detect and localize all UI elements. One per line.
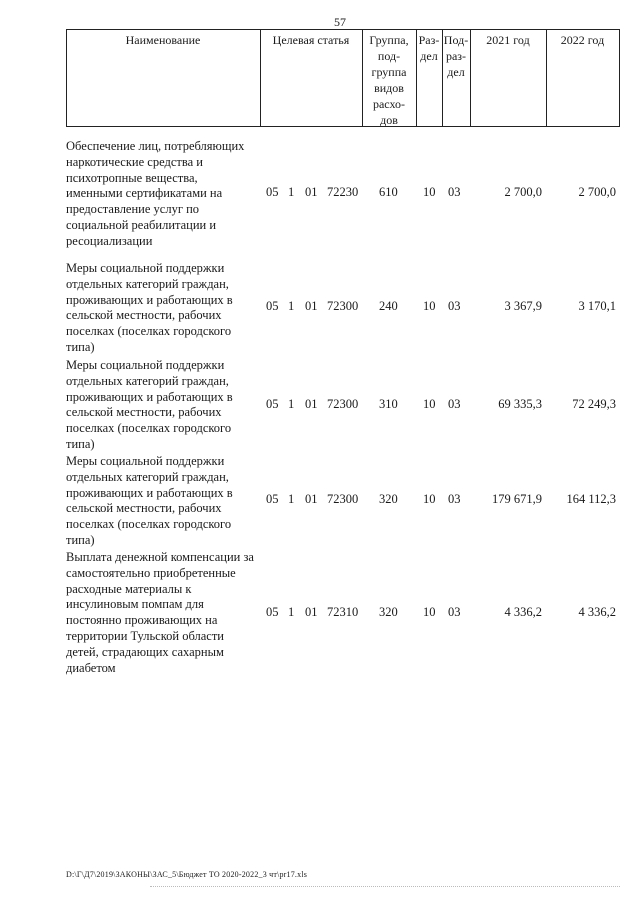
group-code: 320: [379, 605, 398, 619]
scan-artifact-line: [150, 886, 620, 887]
subsection-code: 03: [448, 397, 461, 411]
target-direction: 72230: [327, 185, 359, 199]
header-name: Наименование: [125, 33, 201, 47]
header-2022: 2022 год: [560, 33, 605, 47]
amount-2022: 72 249,3: [572, 397, 616, 411]
target-activity: 01: [305, 185, 318, 199]
file-path-footer: D:\Г\Д7\2019\ЗАКОНЫ\ЗАС_5\Бюджет ТО 2020-2022_3 чт\pr17.xls: [66, 870, 308, 879]
target-direction: 72300: [327, 397, 359, 411]
group-code: 240: [379, 299, 398, 313]
subsection-code: 03: [448, 492, 461, 506]
header-2021: 2021 год: [486, 33, 530, 47]
target-direction: 72310: [327, 605, 359, 619]
target-subprogram: 1: [288, 492, 295, 506]
target-activity: 01: [305, 397, 318, 411]
group-code: 320: [379, 492, 398, 506]
target-subprogram: 1: [288, 299, 295, 313]
target-activity: 01: [305, 299, 318, 313]
target-direction: 72300: [327, 492, 359, 506]
amount-2022: 164 112,3: [566, 492, 616, 506]
target-subprogram: 1: [288, 605, 295, 619]
subsection-code: 03: [448, 299, 461, 313]
amount-2021: 69 335,3: [498, 397, 542, 411]
group-code: 310: [379, 397, 398, 411]
amount-2021: 3 367,9: [504, 299, 542, 313]
target-program: 05: [266, 185, 279, 199]
target-direction: 72300: [327, 299, 359, 313]
subsection-code: 03: [448, 185, 461, 199]
target-program: 05: [266, 605, 279, 619]
row-name: Обеспечение лиц, потребляющих наркотические средства и психотропные вещества, именными сертификатами на предоставление услуг по социальной реабилитации и ресоциализации: [66, 139, 245, 248]
row-name: Меры социальной поддержки отдельных категорий граждан, проживающих и работающих в сельской местности, рабочих поселках (поселках городского типа): [66, 358, 233, 451]
amount-2021: 4 336,2: [504, 605, 542, 619]
row-name: Меры социальной поддержки отдельных категорий граждан, проживающих и работающих в сельской местности, рабочих поселках (поселках городского типа): [66, 454, 233, 547]
header-target: Целевая статья: [272, 33, 350, 47]
header-subsection: Под- раз- дел: [443, 33, 469, 79]
amount-2022: 3 170,1: [578, 299, 616, 313]
amount-2021: 179 671,9: [492, 492, 542, 506]
row-name: Меры социальной поддержки отдельных категорий граждан, проживающих и работающих в сельской местности, рабочих поселках (поселках городского типа): [66, 261, 233, 354]
row-name: Выплата денежной компенсации за самостоятельно приобретенные расходные материалы к инсулиновым помпам для постоянно проживающих на территории Тульской области детей, страдающих сахарным диабетом: [66, 550, 254, 675]
amount-2022: 2 700,0: [578, 185, 616, 199]
header-section: Раз- дел: [418, 33, 440, 63]
amount-2022: 4 336,2: [578, 605, 616, 619]
section-code: 10: [423, 185, 436, 199]
target-program: 05: [266, 397, 279, 411]
page-number: 57: [334, 15, 346, 29]
section-code: 10: [423, 605, 436, 619]
target-subprogram: 1: [288, 397, 295, 411]
target-subprogram: 1: [288, 185, 295, 199]
section-code: 10: [423, 492, 436, 506]
section-code: 10: [423, 299, 436, 313]
amount-2021: 2 700,0: [504, 185, 542, 199]
group-code: 610: [379, 185, 398, 199]
target-activity: 01: [305, 605, 318, 619]
target-program: 05: [266, 492, 279, 506]
subsection-code: 03: [448, 605, 461, 619]
section-code: 10: [423, 397, 436, 411]
target-program: 05: [266, 299, 279, 313]
target-activity: 01: [305, 492, 318, 506]
header-group: Группа, под- группа видов расхо- дов: [369, 33, 409, 127]
